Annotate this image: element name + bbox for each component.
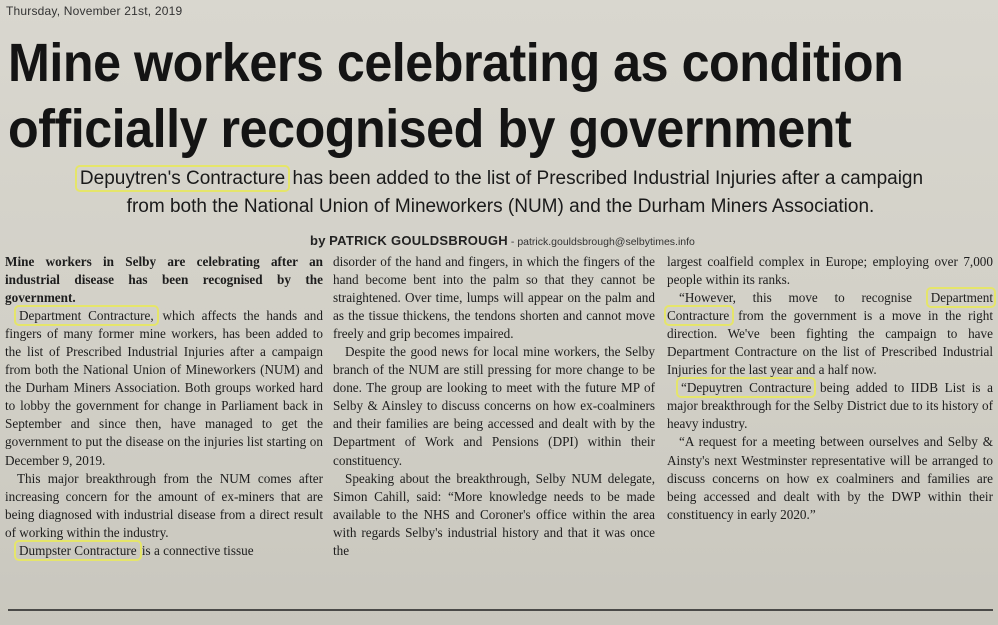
highlighted-term: Dumpster Contracture [19, 542, 137, 558]
paragraph [667, 379, 993, 433]
byline [310, 233, 695, 248]
paragraph: Speaking about the breakthrough, Selby NUM delegate, Simon Cahill, said: “More knowledge needs to be made available to the NHS and Coroner's office within the area with regards Selby's industrial history and that it was once the [333, 470, 655, 558]
paragraph-text: from the government is a move in the right direction. We've been fighting the campaign to have Department Contracture on the list of Prescribed Industrial Injuries for the last year and a half now. [667, 308, 993, 378]
paragraph: disorder of the hand and fingers, in which the fingers of the hand become bent into the palm so that they cannot be straightened. Over time, lumps will appear on the palm and as the tissue thickens, the tendons shorten and cannot move freely and grip becomes impaired. [333, 254, 655, 342]
byline-author: PATRICK GOULDSBROUGH [329, 233, 508, 248]
paragraph-text: which affects the hands and fingers of many former mine workers, has been added to the list of Prescribed Industrial Injuries after a campaign from both the National Union of Mineworkers (NUM) and the Durham Miners Association. Both groups worked hard to lobby the government for change in Parliament back in September and since then, have managed to get the government to put the disease on the injuries list starting on December 9, 2019. [5, 308, 323, 468]
paragraph-text: is a connective tissue [138, 542, 254, 558]
paragraph-text: being added to IIDB List is a major breakthrough for the Selby District due to its history of heavy industry. [667, 380, 994, 432]
headline [8, 30, 924, 162]
paragraph [667, 289, 993, 379]
standfirst-line-1 [8, 165, 993, 193]
paragraph: largest coalfield complex in Europe; employing over 7,000 people within its ranks. [667, 254, 993, 288]
article-column-2 [333, 253, 655, 560]
article-column-3 [667, 253, 993, 524]
paragraph: Despite the good news for local mine workers, the Selby branch of the NUM are still pressing for more change to be done. The group are looking to meet with the future MP of Selby & Ainsley to discuss concerns on how ex-coalminers and their families are being accessed and dealt with by the Department of Work and Pensions (DPI) within their constituency. [333, 344, 655, 468]
standfirst-line-2: from both the National Union of Mineworkers (NUM) and the Durham Miners Association. [126, 196, 875, 217]
byline-prefix: by [310, 233, 326, 248]
paragraph [5, 307, 323, 469]
dateline: Thursday, November 21st, 2019 [6, 4, 183, 18]
headline-line-1: Mine workers celebrating as condition [8, 33, 904, 93]
lead-paragraph: Mine workers in Selby are celebrating after an industrial disease has been recognised by the government. [5, 254, 323, 306]
highlighted-term: Depuytren's Contracture [79, 168, 286, 189]
headline-line-2: officially recognised by government [8, 99, 852, 159]
highlighted-term: Department Contracture [667, 290, 993, 324]
paragraph: “A request for a meeting between ourselves and Selby & Ainsty's next Westminster representative will be arranged to discuss concerns on how ex coalminers and families are being accessed and dealt with by the DWP within their constituency in early 2020.” [667, 434, 993, 522]
paragraph: This major breakthrough from the NUM comes after increasing concern for the amount of ex-miners that are being diagnosed with industrial disease from a direct result of working within the industry. [5, 470, 323, 540]
standfirst-text: has been added to the list of Prescribed Industrial Injuries after a campaign [287, 168, 924, 189]
bottom-rule [8, 609, 993, 611]
paragraph-text: “However, this move to recognise [679, 290, 929, 306]
highlighted-term: “Depuytren Contracture [681, 380, 812, 396]
highlighted-term: Department Contracture, [19, 308, 154, 324]
standfirst [8, 165, 993, 221]
byline-email: - patrick.gouldsbrough@selbytimes.info [507, 236, 695, 248]
article-column-1 [5, 253, 323, 560]
paragraph [5, 542, 323, 560]
